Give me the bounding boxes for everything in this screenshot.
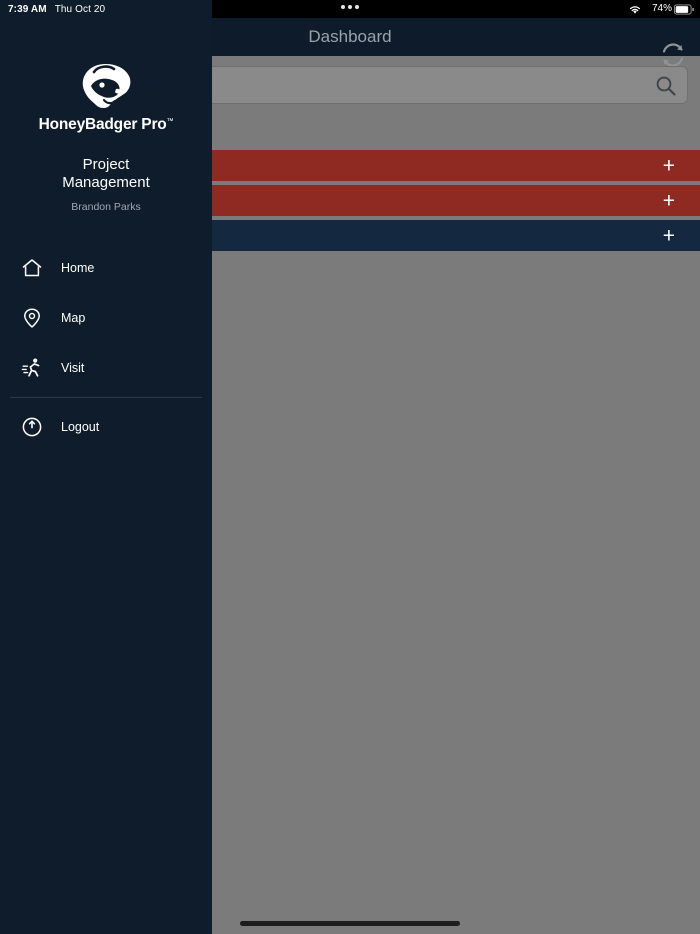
battery-percent-label: 74% bbox=[651, 3, 672, 14]
plus-icon[interactable]: + bbox=[662, 189, 675, 212]
trademark-mark: ™ bbox=[166, 117, 174, 125]
sidebar-item-label: Map bbox=[61, 311, 86, 325]
sidebar-item-label: Visit bbox=[61, 361, 85, 375]
status-bar-left bbox=[0, 0, 212, 18]
brand-block bbox=[0, 60, 212, 134]
app-title-line1: Project bbox=[82, 156, 130, 173]
home-icon bbox=[19, 255, 45, 281]
multitask-handle-icon[interactable] bbox=[341, 5, 359, 9]
app-title bbox=[0, 156, 212, 192]
sidebar-item-label: Home bbox=[61, 261, 95, 275]
menu-divider bbox=[10, 397, 202, 398]
home-indicator[interactable] bbox=[240, 921, 460, 926]
logout-icon bbox=[19, 414, 45, 440]
sync-refresh-icon[interactable] bbox=[660, 42, 686, 68]
wifi-icon bbox=[628, 4, 642, 15]
page-title: Dashboard bbox=[308, 27, 392, 46]
plus-icon[interactable]: + bbox=[662, 154, 675, 177]
plus-icon[interactable]: + bbox=[662, 224, 675, 247]
drawer-menu bbox=[0, 243, 212, 452]
status-date: Thu Oct 20 bbox=[54, 3, 106, 15]
running-person-icon bbox=[19, 355, 45, 381]
brand-name: HoneyBadger Pro™ bbox=[38, 116, 174, 133]
battery-icon bbox=[674, 4, 694, 15]
search-icon[interactable] bbox=[655, 75, 677, 97]
sidebar-item-label: Logout bbox=[61, 420, 100, 434]
honeybadger-logo-icon bbox=[74, 60, 138, 112]
map-pin-icon bbox=[19, 305, 45, 331]
sidebar-item-visit[interactable] bbox=[0, 343, 212, 393]
sidebar-item-logout[interactable] bbox=[0, 402, 212, 452]
user-name-label: Brandon Parks bbox=[71, 201, 141, 213]
app-title-line2: Management bbox=[62, 174, 150, 191]
status-time: 7:39 AM bbox=[8, 3, 47, 15]
navigation-drawer bbox=[0, 0, 212, 934]
sidebar-item-home[interactable] bbox=[0, 243, 212, 293]
sidebar-item-map[interactable] bbox=[0, 293, 212, 343]
